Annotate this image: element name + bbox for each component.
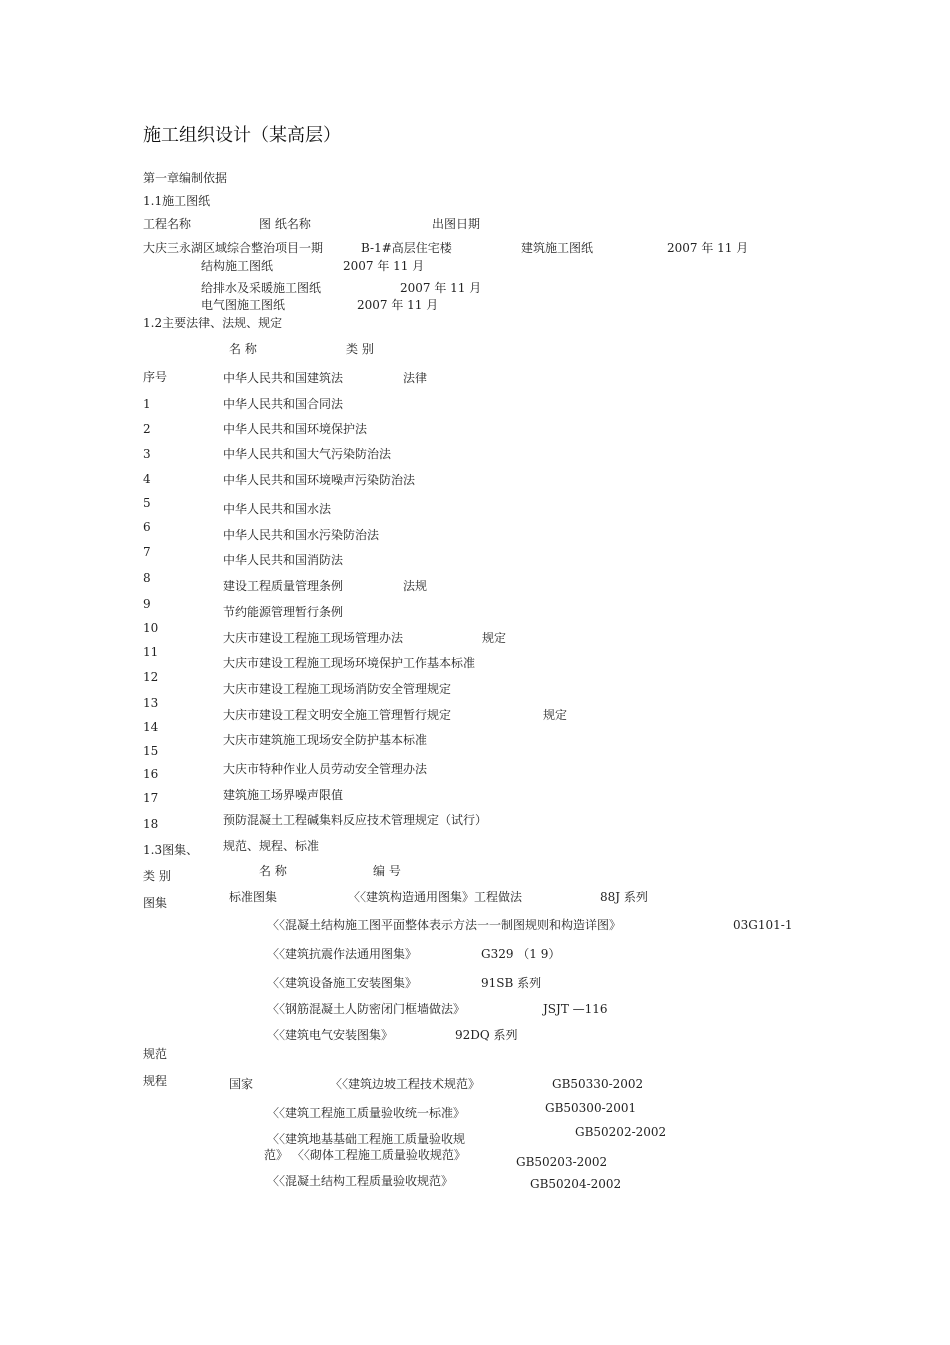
drawing-date: 2007 年 11 月 [400, 281, 482, 295]
header-seq: 序号 [143, 370, 168, 384]
law-type: 法规 [403, 579, 428, 593]
law-number: 15 [143, 744, 159, 758]
section-heading-1-3-cont: 规范、规程、标准 [223, 839, 320, 853]
spec-name: 〈〈建筑边坡工程技术规范》 [330, 1077, 481, 1091]
drawing-name: 电气图施工图纸 [201, 298, 286, 312]
atlas-name: 〈〈建筑电气安装图集》 [267, 1028, 394, 1042]
drawing-date: 2007 年 11 月 [343, 259, 425, 273]
category-spec: 规范 [143, 1047, 168, 1061]
building-name: B-1#高层住宅楼 [361, 241, 452, 255]
law-name: 大庆市特种作业人员劳动安全管理办法 [223, 762, 428, 776]
section-heading-1-3: 1.3图集、 [143, 843, 199, 857]
law-number: 6 [143, 520, 151, 534]
header-drawing-name: 图 纸名称 [259, 217, 311, 231]
law-number: 11 [143, 645, 159, 659]
law-type: 法律 [403, 371, 428, 385]
atlas-code: 92DQ 系列 [455, 1028, 518, 1042]
atlas-code: 88J 系列 [600, 890, 648, 904]
law-name: 中华人民共和国消防法 [223, 553, 344, 567]
atlas-name: 〈〈建筑构造通用图集》工程做法 [348, 890, 523, 904]
law-number: 1 [143, 397, 151, 411]
drawing-name: 给排水及采暖施工图纸 [201, 281, 322, 295]
header-std-name: 名 称 [259, 864, 287, 878]
law-name: 中华人民共和国大气污染防治法 [223, 447, 392, 461]
spec-code: GB50204-2002 [530, 1177, 622, 1191]
law-name: 中华人民共和国建筑法 [223, 371, 344, 385]
atlas-code: G329 （1 9） [481, 947, 561, 961]
spec-code: GB50203-2002 [516, 1155, 608, 1169]
law-number: 13 [143, 696, 159, 710]
category-code: 规程 [143, 1074, 168, 1088]
law-number: 16 [143, 767, 159, 781]
law-name: 建筑施工场界噪声限值 [223, 788, 344, 802]
law-name: 大庆市建设工程施工现场管理办法 [223, 631, 404, 645]
law-name: 中华人民共和国环境保护法 [223, 422, 368, 436]
atlas-name: 〈〈建筑抗震作法通用图集》 [267, 947, 418, 961]
law-name: 大庆市建设工程文明安全施工管理暂行规定 [223, 708, 452, 722]
law-number: 12 [143, 670, 159, 684]
drawing-name: 建筑施工图纸 [521, 241, 594, 255]
spec-kind: 国家 [229, 1077, 254, 1091]
law-number: 17 [143, 791, 159, 805]
law-name: 预防混凝土工程碱集料反应技术管理规定（试行） [223, 813, 488, 827]
law-number: 9 [143, 597, 151, 611]
atlas-code: 91SB 系列 [481, 976, 542, 990]
law-name: 中华人民共和国环境噪声污染防治法 [223, 473, 416, 487]
law-number: 14 [143, 720, 159, 734]
law-number: 8 [143, 571, 151, 585]
law-number: 18 [143, 817, 159, 831]
spec-name: 〈〈混凝土结构工程质量验收规范》 [267, 1174, 454, 1188]
header-project-name: 工程名称 [143, 217, 192, 231]
spec-code: GB50300-2001 [545, 1101, 637, 1115]
drawing-date: 2007 年 11 月 [357, 298, 439, 312]
header-std-type: 类 别 [143, 869, 171, 883]
law-number: 4 [143, 472, 151, 486]
chapter-heading: 第一章编制依据 [143, 171, 228, 185]
law-name: 节约能源管理暂行条例 [223, 605, 344, 619]
law-name: 大庆市建筑施工现场安全防护基本标准 [223, 733, 428, 747]
law-name: 大庆市建设工程施工现场消防安全管理规定 [223, 682, 452, 696]
header-law-name: 名 称 [229, 342, 257, 356]
atlas-code: 03G101-1 [733, 918, 793, 932]
law-type: 规定 [543, 708, 568, 722]
law-name: 中华人民共和国水法 [223, 502, 332, 516]
spec-name: 〈〈建筑地基基础工程施工质量验收规 [267, 1132, 466, 1146]
law-number: 2 [143, 422, 151, 436]
atlas-code: JSJT —116 [543, 1002, 608, 1016]
law-name: 建设工程质量管理条例 [223, 579, 344, 593]
drawing-date: 2007 年 11 月 [667, 241, 749, 255]
section-heading-1-1: 1.1施工图纸 [143, 194, 211, 208]
law-name: 中华人民共和国合同法 [223, 397, 344, 411]
header-law-type: 类 别 [346, 342, 374, 356]
law-number: 5 [143, 496, 151, 510]
spec-code: GB50330-2002 [552, 1077, 644, 1091]
law-number: 7 [143, 545, 151, 559]
spec-name: 〈〈建筑工程施工质量验收统一标准》 [267, 1106, 466, 1120]
document-title: 施工组织设计（某高层） [143, 125, 341, 146]
header-issue-date: 出图日期 [432, 217, 481, 231]
project-name: 大庆三永湖区域综合整治项目一期 [143, 241, 324, 255]
atlas-name: 〈〈混凝土结构施工图平面整体表示方法一一制图规则和构造详图》 [267, 918, 622, 932]
header-std-code: 编 号 [373, 864, 401, 878]
law-name: 中华人民共和国水污染防治法 [223, 528, 380, 542]
spec-code: GB50202-2002 [575, 1125, 667, 1139]
spec-name: 范》 〈〈砌体工程施工质量验收规范》 [264, 1148, 466, 1162]
atlas-name: 〈〈建筑设备施工安装图集》 [267, 976, 418, 990]
law-type: 规定 [482, 631, 507, 645]
law-number: 10 [143, 621, 159, 635]
law-number: 3 [143, 447, 151, 461]
section-heading-1-2: 1.2主要法律、法规、规定 [143, 316, 283, 330]
category-atlas: 图集 [143, 896, 168, 910]
atlas-kind: 标准图集 [229, 890, 278, 904]
drawing-name: 结构施工图纸 [201, 259, 274, 273]
atlas-name: 〈〈钢筋混凝土人防密闭门框墙做法》 [267, 1002, 466, 1016]
law-name: 大庆市建设工程施工现场环境保护工作基本标准 [223, 656, 476, 670]
